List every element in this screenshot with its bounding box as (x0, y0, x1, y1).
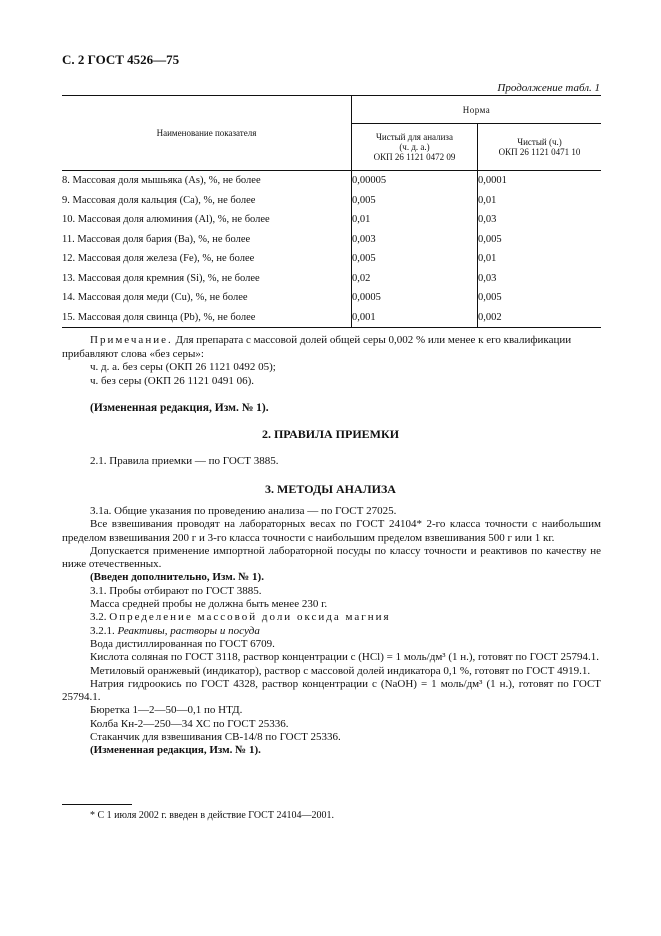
section-2-body (62, 455, 601, 468)
footnote: * С 1 июля 2002 г. введен в действие ГОСТ 24104—2001. (90, 810, 334, 821)
subsection-heading (62, 625, 601, 638)
note-line: ч. д. а. без серы (ОКП 26 1121 0492 05); (90, 361, 276, 373)
row-value-chda: 0,0005 (352, 288, 478, 308)
row-name: 11. Массовая доля бария (Ва), %, не более (62, 230, 352, 250)
paragraph: Натрия гидроокись по ГОСТ 4328, раствор концентрации с (NaOH) = 1 моль/дм³ (1 н.), готовят по ГОСТ 25794.1. (62, 677, 601, 704)
row-value-ch: 0,002 (478, 308, 602, 328)
norms-table (62, 95, 601, 328)
subsection-heading (62, 611, 601, 624)
row-value-ch: 0,01 (478, 253, 497, 265)
note-paragraph (62, 334, 601, 361)
table-row (62, 308, 601, 328)
paragraph: Бюретка 1—2—50—0,1 по НТД. (90, 704, 243, 717)
row-name: 15. Массовая доля свинца (Pb), %, не более (62, 308, 352, 328)
table-row (62, 269, 601, 289)
row-name: 13. Массовая доля кремния (Si), %, не более (62, 269, 352, 289)
note-label: Примечание. (90, 334, 173, 346)
row-value-ch: 0,03 (478, 214, 497, 226)
paragraph: Масса средней пробы не должна быть менее 230 г. (90, 598, 328, 611)
row-value-chda: 0,01 (352, 210, 478, 230)
note-line: ч. без серы (ОКП 26 1121 0491 06). (90, 374, 255, 387)
table-row (62, 191, 601, 211)
header-name: Наименование показателя (62, 96, 352, 171)
header-col-chda-line: (ч. д. а.) (399, 142, 430, 152)
paragraph: 3.1а. Общие указания по проведению анализа — по ГОСТ 27025. (90, 505, 397, 517)
header-col-ch-line: Чистый (ч.) (517, 137, 562, 147)
section-3-title: 3. МЕТОДЫ АНАЛИЗА (265, 482, 396, 496)
paragraph: Метиловый оранжевый (индикатор), раствор с массовой долей индикатора 0,1 %, готовят по ГОСТ 4919.1. (90, 664, 591, 677)
row-value-chda: 0,005 (352, 191, 478, 211)
row-value-chda: 0,001 (352, 308, 478, 328)
row-value-ch: 0,005 (478, 292, 502, 304)
table-row (62, 210, 601, 230)
row-name: 12. Массовая доля железа (Fe), %, не более (62, 249, 352, 269)
header-col-chda-line: Чистый для анализа (376, 132, 453, 142)
row-value-chda: 0,003 (352, 230, 478, 250)
table-continuation-label: Продолжение табл. 1 (497, 82, 600, 94)
header-col-chda (352, 124, 478, 171)
paragraph: Кислота соляная по ГОСТ 3118, раствор концентрации с (HCl) = 1 моль/дм³ (1 н.), готовят по ГОСТ 25794.1. (90, 651, 600, 664)
row-value-chda: 0,02 (352, 269, 478, 289)
section-3-body (62, 505, 601, 758)
header-col-chda-line: ОКП 26 1121 0472 09 (373, 152, 456, 162)
page-header: С. 2 ГОСТ 4526—75 (62, 52, 180, 67)
paragraph: Вода дистиллированная по ГОСТ 6709. (90, 637, 275, 650)
paragraph: 2.1. Правила приемки — по ГОСТ 3885. (90, 455, 279, 467)
paragraph: Все взвешивания проводят на лабораторных весах по ГОСТ 24104* 2-го класса точности с наибольшим пределом взвешивания 200 г и 3-го класса точности с наибольшим пределом взвешивания 500 г или 1 кг. (62, 518, 601, 544)
subsection-number: 3.2. (90, 611, 110, 624)
table-row (62, 249, 601, 269)
row-value-chda: 0,00005 (352, 171, 478, 191)
row-name: 14. Массовая доля меди (Cu), %, не более (62, 288, 352, 308)
amendment-note: (Измененная редакция, Изм. № 1). (90, 744, 261, 757)
header-norm: Норма (352, 96, 602, 124)
note-text: Для препарата с массовой долей общей серы 0,002 % или менее к его квалификации прибавляют слова «без серы»: (62, 334, 572, 360)
table-row (62, 288, 601, 308)
row-value-ch: 0,01 (478, 194, 497, 206)
paragraph: Допускается применение импортной лабораторной посуды по классу точности и реактивов по качеству не ниже отечественных. (62, 544, 601, 571)
header-col-ch-line: ОКП 26 1121 0471 10 (498, 147, 581, 157)
row-name: 8. Массовая доля мышьяка (As), %, не более (62, 171, 352, 191)
subsection-title: Определение массовой доли оксида магния (109, 611, 391, 624)
table-row (62, 171, 601, 191)
row-name: 9. Массовая доля кальция (Са), %, не более (62, 191, 352, 211)
subsection-number: 3.2.1. (90, 624, 118, 637)
subsection-title: Реактивы, растворы и посуда (117, 624, 260, 637)
row-value-ch: 0,03 (478, 272, 497, 284)
row-value-ch: 0,0001 (478, 175, 507, 187)
paragraph: Стаканчик для взвешивания СВ-14/8 по ГОСТ 25336. (90, 731, 341, 744)
table-note (62, 334, 601, 388)
paragraph: Колба Кн-2—250—34 ХС по ГОСТ 25336. (90, 717, 289, 730)
introduced-note: (Введен дополнительно, Изм. № 1). (90, 571, 264, 584)
row-value-chda: 0,005 (352, 249, 478, 269)
section-2-title: 2. ПРАВИЛА ПРИЕМКИ (261, 427, 400, 441)
table-row (62, 230, 601, 250)
row-name: 10. Массовая доля алюминия (Al), %, не более (62, 210, 352, 230)
amendment-note: (Измененная редакция, Изм. № 1). (90, 402, 269, 414)
paragraph: 3.1. Пробы отбирают по ГОСТ 3885. (90, 584, 262, 597)
footnote-divider (62, 804, 132, 805)
row-value-ch: 0,005 (478, 233, 502, 245)
header-col-ch (478, 124, 602, 171)
